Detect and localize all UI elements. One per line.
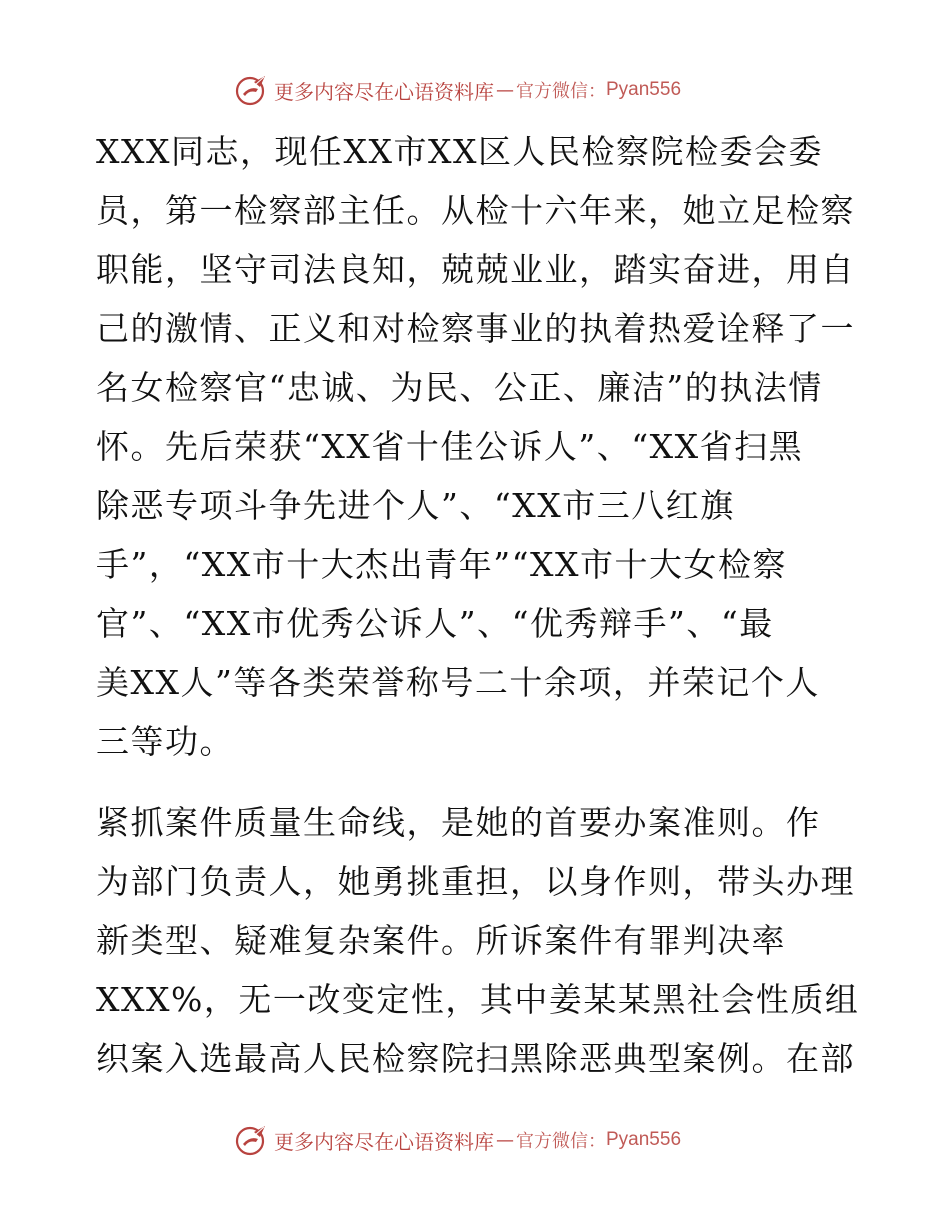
footer-watermark <box>234 1122 681 1158</box>
paragraph-1 <box>96 122 866 771</box>
watermark-wechat-label: 官方微信： <box>516 81 606 102</box>
text-line: 职能，坚守司法良知，兢兢业业，踏实奋进，用自 <box>96 250 855 289</box>
watermark-text: 更多内容尽在心语资料库 <box>274 79 494 104</box>
watermark-wechat-id: Pyan556 <box>606 79 682 100</box>
text-line: 名女检察官“忠诚、为民、公正、廉洁”的执法情 <box>96 368 823 407</box>
text-line: 除恶专项斗争先进个人”、“XX市三八红旗 <box>96 486 735 525</box>
text-line: 为部门负责人，她勇挑重担，以身作则，带头办理 <box>96 862 855 901</box>
text-line: 手”，“XX市十大杰出青年”“XX市十大女检察 <box>96 545 787 584</box>
document-body <box>96 122 866 1088</box>
text-line: 新类型、疑难复杂案件。所诉案件有罪判决率 <box>96 921 786 960</box>
text-line: 员，第一检察部主任。从检十六年来，她立足检察 <box>96 191 855 230</box>
text-line: 官”、“XX市优秀公诉人”、“优秀辩手”、“最 <box>96 604 774 643</box>
text-line: XXX%，无一改变定性，其中姜某某黑社会性质组 <box>96 980 860 1019</box>
watermark-separator: — <box>496 1129 514 1151</box>
watermark-text: 更多内容尽在心语资料库 <box>274 1129 494 1154</box>
text-line: 织案入选最高人民检察院扫黑除恶典型案例。在部 <box>96 1039 855 1078</box>
book-quill-logo-icon <box>234 1122 270 1158</box>
text-line: 美XX人”等各类荣誉称号二十余项，并荣记个人 <box>96 663 820 702</box>
text-line: XXX同志，现任XX市XX区人民检察院检委会委 <box>96 132 823 171</box>
text-line: 怀。先后荣获“XX省十佳公诉人”、“XX省扫黑 <box>96 427 804 466</box>
watermark-wechat-id: Pyan556 <box>606 1129 682 1150</box>
paragraph-2 <box>96 793 866 1088</box>
watermark-wechat-label: 官方微信： <box>516 1131 606 1152</box>
text-line: 己的激情、正义和对检察事业的执着热爱诠释了一 <box>96 309 855 348</box>
paragraph-spacer <box>96 771 866 793</box>
header-watermark <box>234 72 681 108</box>
book-quill-logo-icon <box>234 72 270 108</box>
text-line: 紧抓案件质量生命线，是她的首要办案准则。作 <box>96 803 821 842</box>
text-line: 三等功。 <box>96 722 234 761</box>
watermark-separator: — <box>496 79 514 101</box>
